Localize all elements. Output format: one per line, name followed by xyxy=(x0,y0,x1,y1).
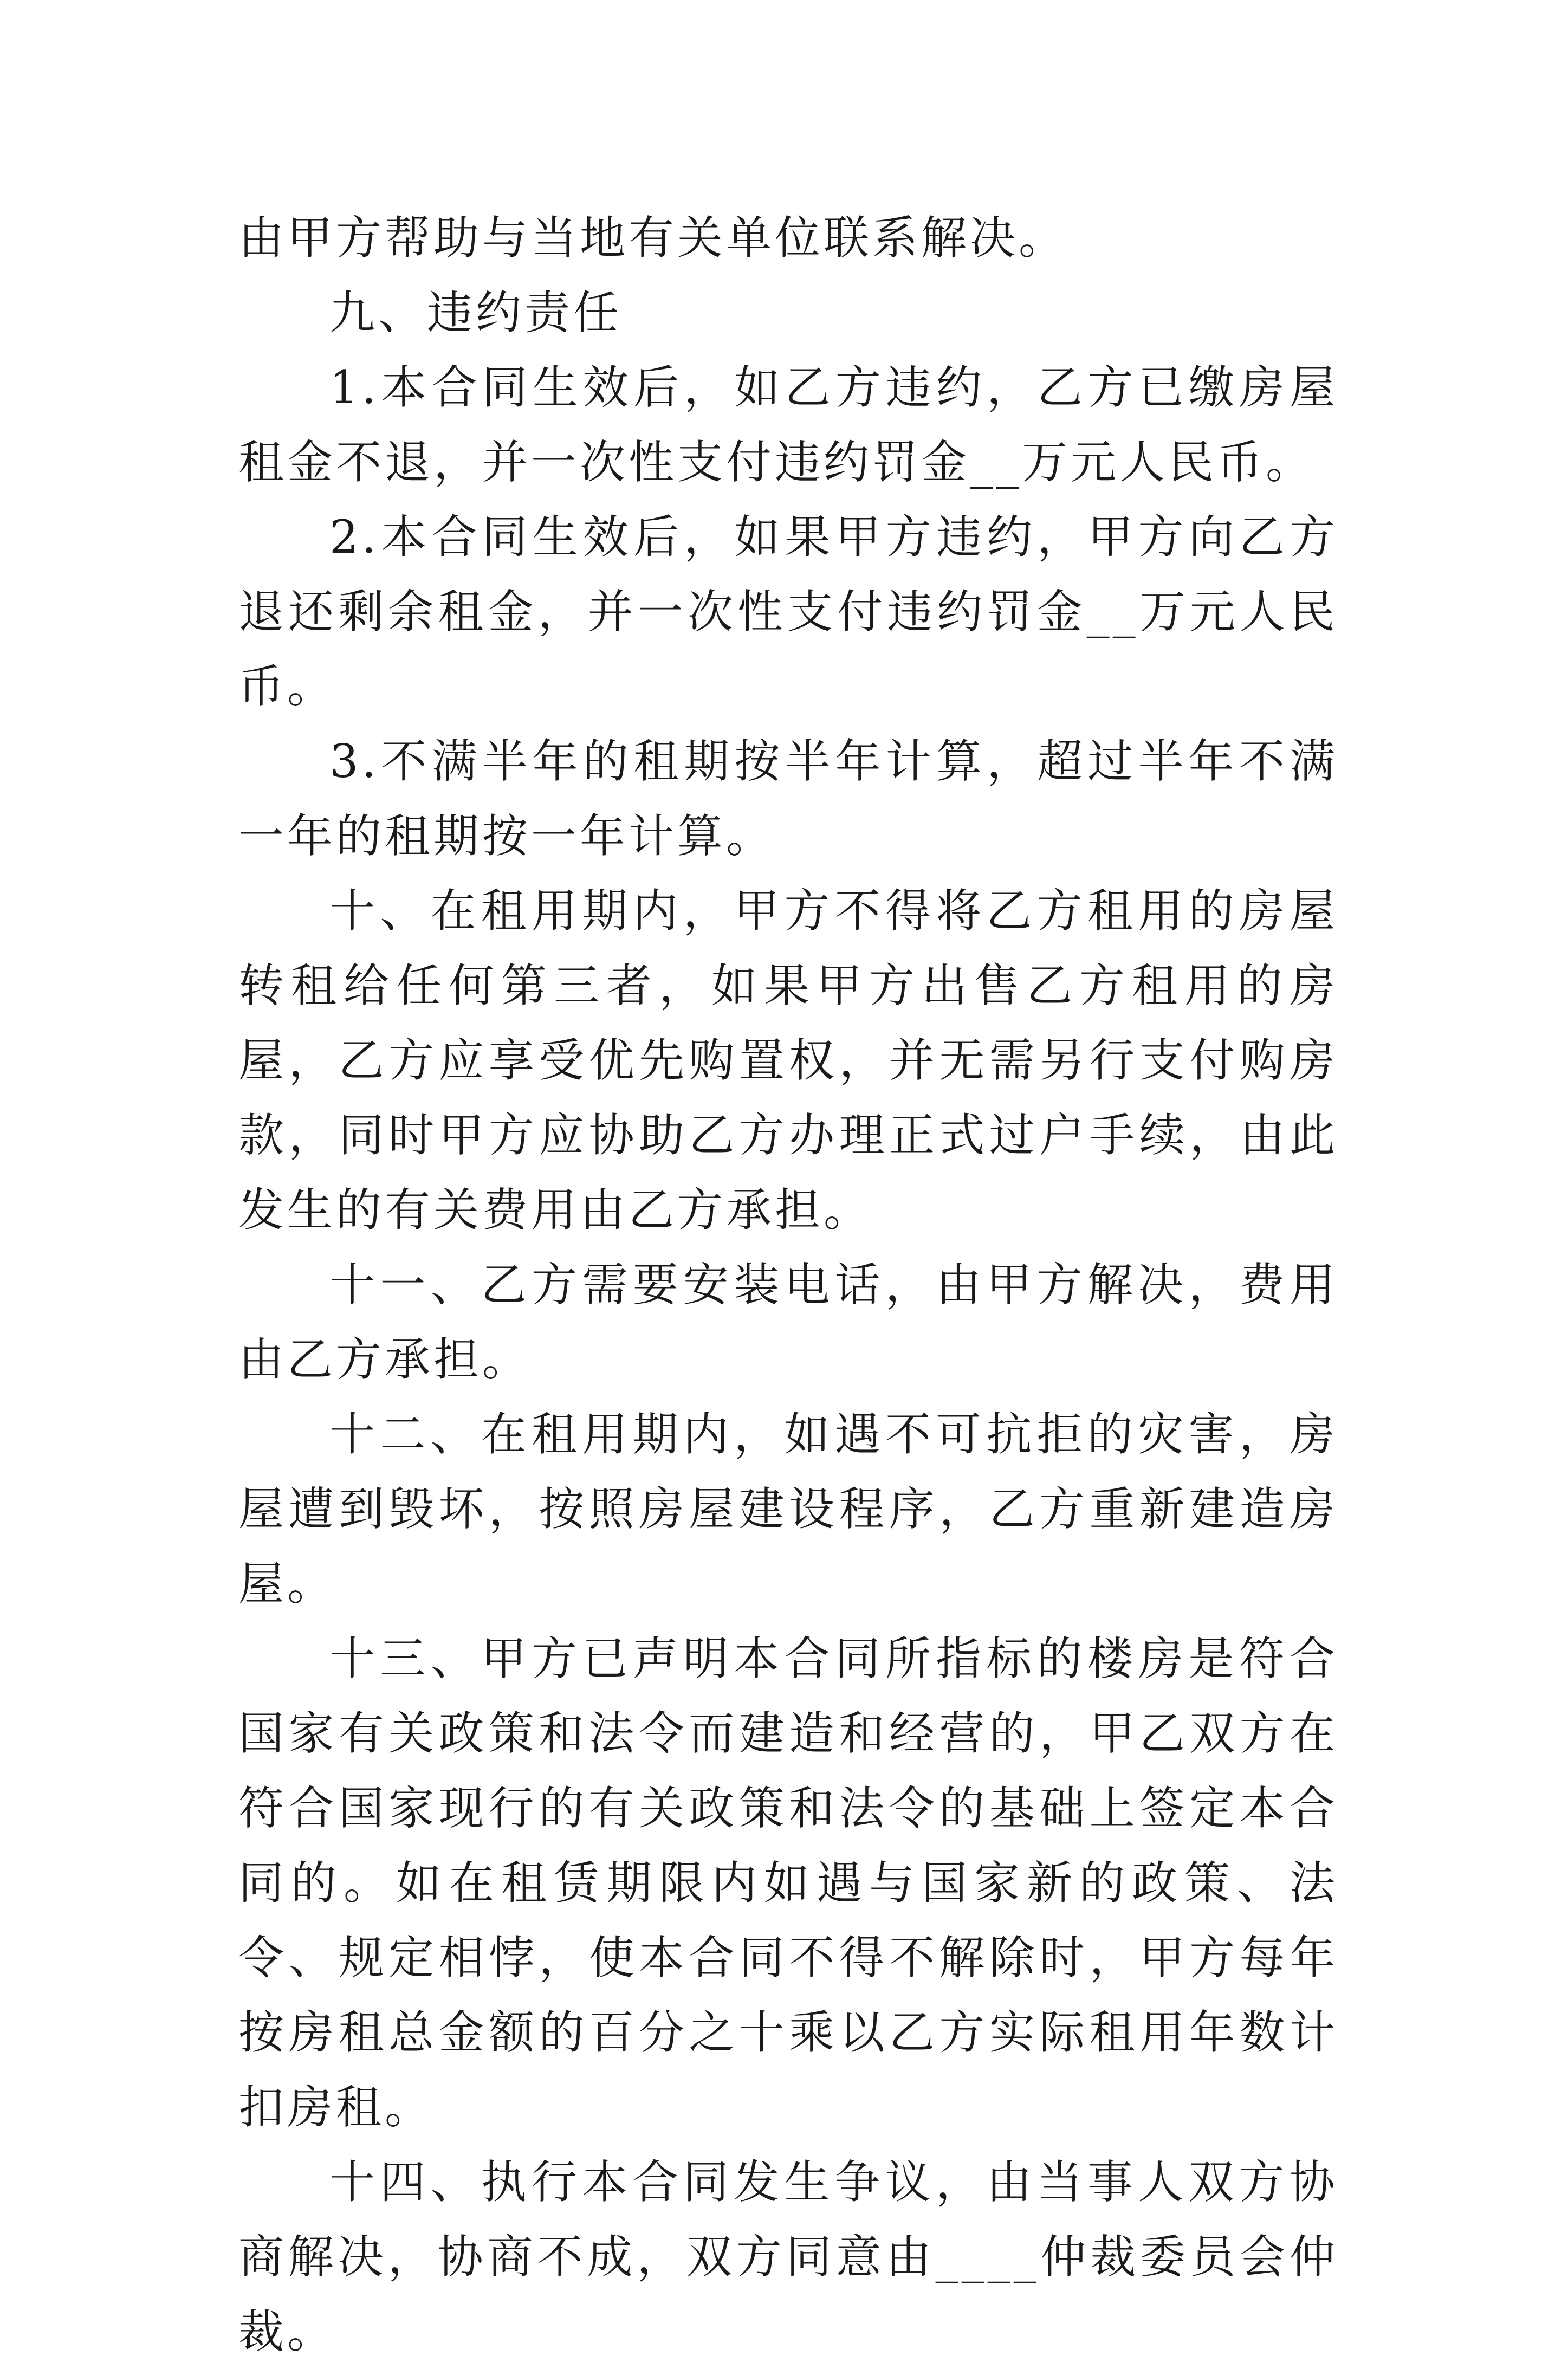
clause-policy-compliance: 十三、甲方已声明本合同所指标的楼房是符合国家有关政策和法令而建造和经营的，甲乙双方在符合国家现行的有关政策和法令的基础上签定本合同的。如在租赁期限内如遇与国家新的政策、法令、规定相悖，使本合同不得不解除时，甲方每年按房租总金额的百分之十乘以乙方实际租用年数计扣房租。 xyxy=(238,1632,1338,2134)
clause-dispute-arbitration: 十四、执行本合同发生争议，由当事人双方协商解决，协商不成，双方同意由____仲裁委员会仲裁。 xyxy=(238,2156,1338,2358)
document-body xyxy=(238,200,1338,2369)
clause-breach-party-a: 2.本合同生效后，如果甲方违约，甲方向乙方退还剩余租金，并一次性支付违约罚金__万元人民币。 xyxy=(238,510,1338,713)
clause-breach-party-b: 1.本合同生效后，如乙方违约，乙方已缴房屋租金不退，并一次性支付违约罚金__万元人民币。 xyxy=(238,361,1338,489)
clause-lease-term-rounding: 3.不满半年的租期按半年计算，超过半年不满一年的租期按一年计算。 xyxy=(238,735,1338,863)
paragraph-continuation: 由甲方帮助与当地有关单位联系解决。 xyxy=(238,211,1068,264)
clause-force-majeure: 十二、在租用期内，如遇不可抗拒的灾害，房屋遭到毁坏，按照房屋建设程序，乙方重新建造房屋。 xyxy=(238,1408,1338,1610)
clause-sublease-purchase-right: 十、在租用期内，甲方不得将乙方租用的房屋转租给任何第三者，如果甲方出售乙方租用的房屋，乙方应享受优先购置权，并无需另行支付购房款，同时甲方应协助乙方办理正式过户手续，由此发生的有关费用由乙方承担。 xyxy=(238,884,1338,1237)
clause-telephone-installation: 十一、乙方需要安装电话，由甲方解决，费用由乙方承担。 xyxy=(238,1258,1338,1386)
section-heading-breach-liability: 九、违约责任 xyxy=(329,286,623,339)
